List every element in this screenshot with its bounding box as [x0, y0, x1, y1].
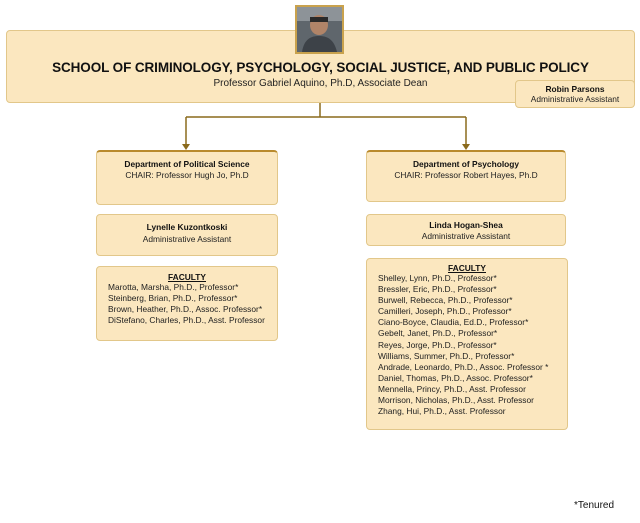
faculty-member: Daniel, Thomas, Ph.D., Assoc. Professor*: [378, 372, 533, 383]
dept-psychology-assistant-role: Administrative Assistant: [421, 231, 511, 241]
dept-political-science-faculty-box: [96, 266, 278, 341]
school-title: SCHOOL OF CRIMINOLOGY, PSYCHOLOGY, SOCIAL JUSTICE, AND PUBLIC POLICY: [52, 60, 589, 75]
faculty-member: Ciano-Boyce, Claudia, Ed.D., Professor*: [378, 317, 529, 328]
dept-psychology-assistant-name: Linda Hogan-Shea: [429, 220, 503, 230]
dept-psychology-assistant-box: [366, 214, 566, 246]
faculty-member: Burwell, Rebecca, Ph.D., Professor*: [378, 295, 513, 306]
dept-psychology-box: [366, 150, 566, 202]
faculty-member: Gebelt, Janet, Ph.D., Professor*: [378, 328, 498, 339]
dept-political-science-chair: CHAIR: Professor Hugh Jo, Ph.D: [125, 170, 249, 180]
faculty-member: Williams, Summer, Ph.D., Professor*: [378, 350, 515, 361]
dean-photo: [295, 5, 344, 54]
school-assistant-role: Administrative Assistant: [530, 94, 620, 104]
faculty-member: Brown, Heather, Ph.D., Assoc. Professor*: [108, 304, 263, 315]
dept-psychology-faculty-box: [366, 258, 568, 430]
faculty-heading: FACULTY: [448, 263, 486, 273]
dean-name: Professor Gabriel Aquino, Ph.D, Associate Dean: [213, 78, 428, 89]
dept-political-science-assistant-role: Administrative Assistant: [142, 234, 232, 244]
dept-psychology-name: Department of Psychology: [412, 159, 520, 169]
dept-political-science-assistant-name: Lynelle Kuzontkoski: [146, 222, 228, 232]
school-assistant-box: [515, 80, 635, 108]
faculty-member: Zhang, Hui, Ph.D., Asst. Professor: [378, 406, 506, 417]
faculty-list: [367, 273, 567, 417]
dept-political-science-name: Department of Political Science: [124, 159, 250, 169]
faculty-member: Marotta, Marsha, Ph.D., Professor*: [108, 282, 239, 292]
faculty-member: Steinberg, Brian, Ph.D., Professor*: [108, 293, 238, 304]
faculty-heading: FACULTY: [168, 272, 206, 282]
person-photo-icon: [297, 7, 342, 52]
faculty-member: Andrade, Leonardo, Ph.D., Assoc. Professor *: [378, 361, 549, 372]
faculty-member: Mennella, Princy, Ph.D., Asst. Professor: [378, 383, 526, 394]
dept-political-science-assistant-box: [96, 214, 278, 256]
dept-psychology-chair: CHAIR: Professor Robert Hayes, Ph.D: [394, 170, 538, 180]
faculty-member: Shelley, Lynn, Ph.D., Professor*: [378, 273, 497, 283]
faculty-member: Reyes, Jorge, Ph.D., Professor*: [378, 339, 497, 350]
faculty-member: DiStefano, Charles, Ph.D., Asst. Professor: [108, 315, 265, 326]
dept-political-science-box: [96, 150, 278, 205]
faculty-member: Bressler, Eric, Ph.D., Professor*: [378, 284, 497, 295]
tenured-footnote: *Tenured: [574, 500, 615, 511]
faculty-list: [97, 282, 277, 326]
faculty-member: Camilleri, Joseph, Ph.D., Professor*: [378, 306, 512, 317]
faculty-member: Morrison, Nicholas, Ph.D., Asst. Professor: [378, 395, 534, 406]
school-assistant-name: Robin Parsons: [545, 84, 605, 94]
